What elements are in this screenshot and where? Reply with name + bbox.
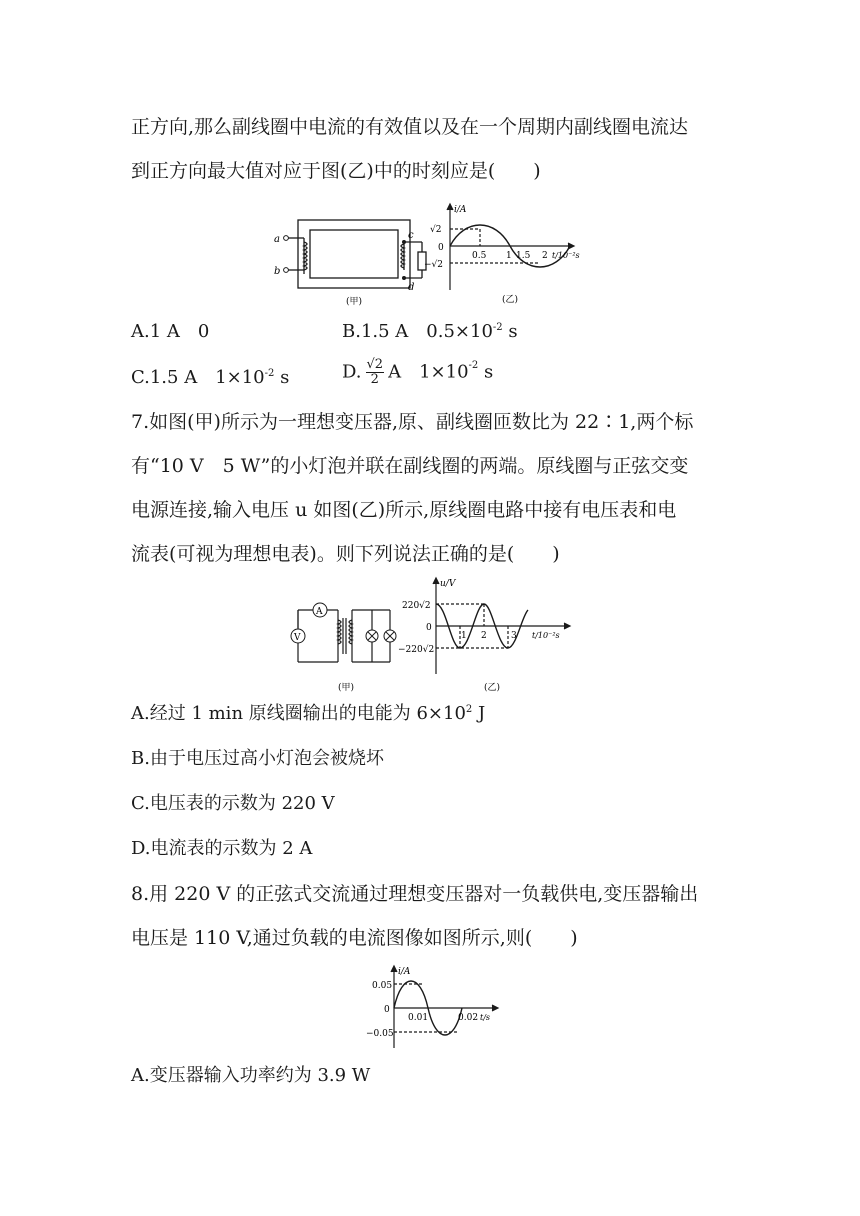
q6-yi-tick-3: 2 bbox=[542, 251, 548, 261]
q7-option-c: C.电压表的示数为 220 V bbox=[131, 793, 335, 814]
q6-option-d: D. $\frac{√2}{2}$ A $1\times 10^{-2}$ s bbox=[342, 357, 494, 387]
q6-yi-zero: 0 bbox=[438, 243, 444, 253]
q7-yi-ylabel: u/V bbox=[440, 579, 456, 589]
q6-yi-tick-0: 0.5 bbox=[472, 251, 487, 261]
q6-option-c: C.1.5 A $1\times 10^{-2}$ s bbox=[131, 367, 290, 388]
label-a: a bbox=[274, 234, 280, 245]
q6-yi-tick-2: 1.5 bbox=[516, 251, 531, 261]
ammeter-label: A bbox=[316, 607, 323, 617]
q6-yi-xlabel: t/10⁻²s bbox=[552, 251, 580, 260]
q7-yi-xlabel: t/10⁻²s bbox=[532, 631, 560, 640]
q7-yi-tick-1: 2 bbox=[481, 631, 487, 641]
q8-tick-1: 0.02 bbox=[458, 1013, 479, 1023]
q8-text-line2: 电压是 110 V,通过负载的电流图像如图所示,则( ) bbox=[131, 927, 578, 949]
q7-text-line2: 有“10 V 5 W”的小灯泡并联在副线圈的两端。原线圈与正弦交变 bbox=[131, 455, 689, 477]
q7-option-a: A.经过 1 min 原线圈输出的电能为 $6\times 10^2$ J bbox=[131, 703, 486, 724]
lamp-icon bbox=[366, 630, 378, 642]
q7-figure-voltage-graph bbox=[396, 574, 576, 696]
q8-ymax: 0.05 bbox=[372, 981, 393, 991]
q8-ylabel: i/A bbox=[398, 967, 411, 977]
q8-text-line1: 8.用 220 V 的正弦式交流通过理想变压器对一负载供电,变压器输出 bbox=[131, 883, 699, 905]
terminal-b-icon bbox=[284, 268, 289, 273]
caption-jia: (甲) bbox=[338, 683, 355, 693]
q8-zero: 0 bbox=[384, 1005, 390, 1015]
terminal-a-icon bbox=[284, 236, 289, 241]
q8-option-a: A.变压器输入功率约为 3.9 W bbox=[131, 1065, 371, 1086]
q7-text-line4: 流表(可视为理想电表)。则下列说法正确的是( ) bbox=[131, 543, 560, 565]
q6-figure-current-graph bbox=[420, 200, 590, 308]
label-c: c bbox=[408, 230, 414, 241]
q7-yi-tick-2: 3 bbox=[511, 631, 517, 641]
q7-figure-circuit bbox=[290, 598, 400, 696]
q7-text-line1: 7.如图(甲)所示为一理想变压器,原、副线圈匝数比为 22∶1,两个标 bbox=[131, 411, 694, 433]
q6-option-a: A.1 A 0 bbox=[131, 321, 210, 342]
q6-yi-ylabel: i/A bbox=[454, 205, 467, 215]
q6-figure-transformer bbox=[270, 212, 440, 308]
caption-yi: (乙) bbox=[502, 295, 519, 305]
q7-option-b: B.由于电压过高小灯泡会被烧坏 bbox=[131, 748, 384, 769]
caption-yi: (乙) bbox=[484, 683, 501, 693]
q7-option-d: D.电流表的示数为 2 A bbox=[131, 838, 313, 859]
q6-text-line1: 正方向,那么副线圈中电流的有效值以及在一个周期内副线圈电流达 bbox=[131, 116, 689, 138]
label-d: d bbox=[408, 282, 415, 293]
lamp-icon bbox=[384, 630, 396, 642]
q7-yi-zero: 0 bbox=[426, 623, 432, 633]
q8-tick-0: 0.01 bbox=[408, 1013, 429, 1023]
q7-text-line3: 电源连接,输入电压 u 如图(乙)所示,原线圈电路中接有电压表和电 bbox=[131, 499, 677, 521]
q8-figure-current-graph bbox=[358, 962, 508, 1052]
q8-ymin: −0.05 bbox=[366, 1029, 394, 1039]
q6-text-line2: 到正方向最大值对应于图(乙)中的时刻应是( ) bbox=[131, 160, 541, 182]
q7-yi-tick-0: 1 bbox=[461, 631, 467, 641]
q6-yi-ymin: −√2 bbox=[424, 260, 444, 270]
label-b: b bbox=[274, 266, 281, 277]
voltmeter-label: V bbox=[294, 633, 301, 643]
q6-yi-ymax: √2 bbox=[430, 225, 442, 235]
q6-option-b: B.1.5 A $0.5\times 10^{-2}$ s bbox=[342, 321, 518, 342]
caption-jia: (甲) bbox=[346, 297, 363, 307]
q7-yi-ymin: −220√2 bbox=[398, 645, 435, 655]
q8-xlabel: t/s bbox=[480, 1013, 491, 1022]
q6-yi-tick-1: 1 bbox=[506, 251, 512, 261]
q7-yi-ymax: 220√2 bbox=[402, 601, 431, 611]
